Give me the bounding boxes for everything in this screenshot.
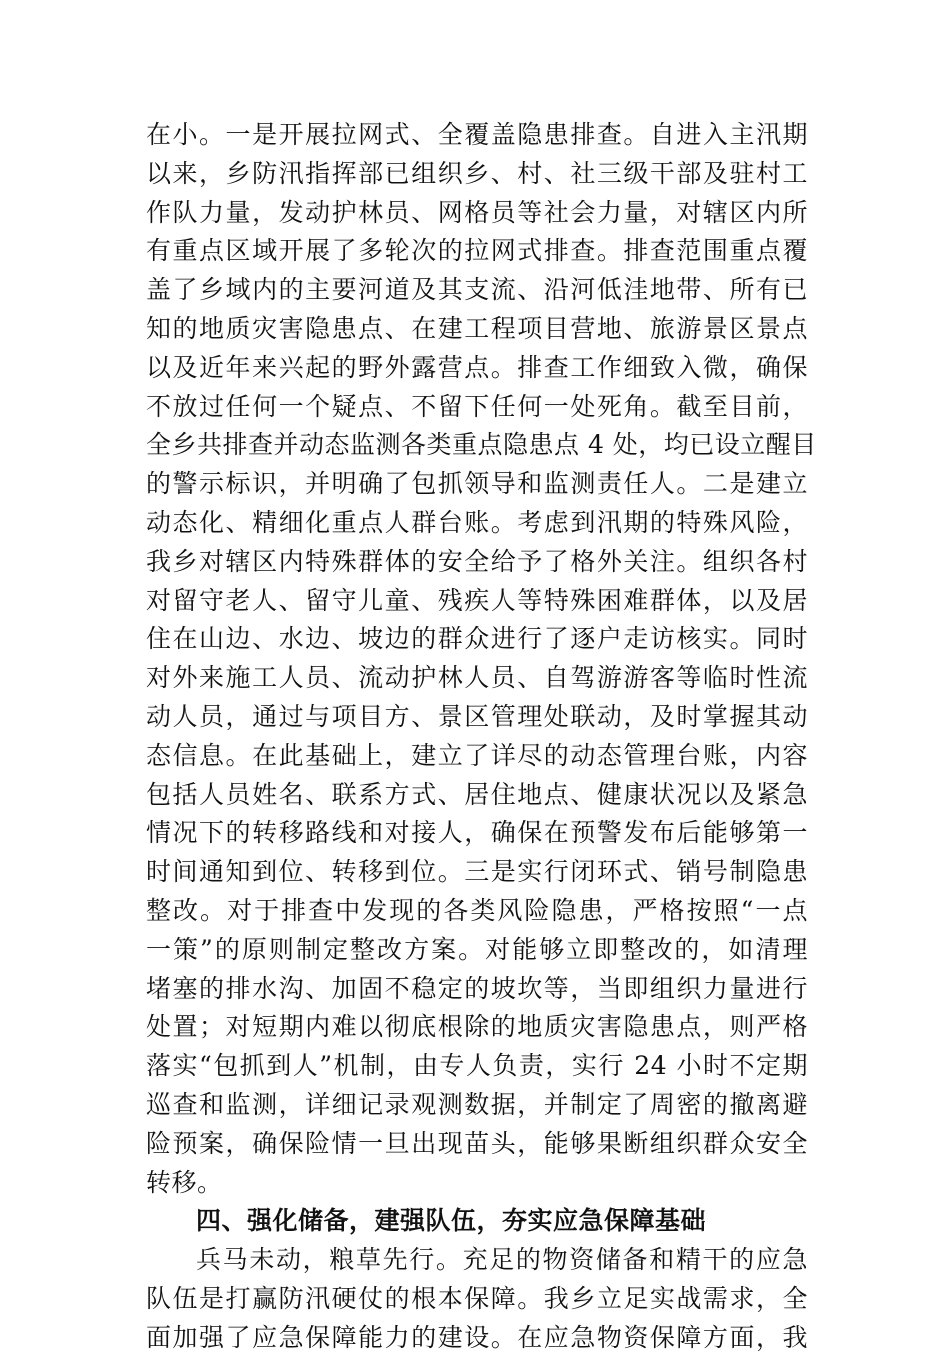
text-line: 住在山边、水边、坡边的群众进行了逐户走访核实。同时 <box>146 624 808 654</box>
text-line: 在小。一是开展拉网式、全覆盖隐患排查。自进入主汛期 <box>146 120 808 149</box>
text-line: 一策”的原则制定整改方案。对能够立即整改的，如清理 <box>146 934 808 964</box>
text-line: 包括人员姓名、联系方式、居住地点、健康状况以及紧急 <box>146 779 808 809</box>
text-line: 不放过任何一个疑点、不留下任何一处死角。截至目前， <box>146 391 808 421</box>
text-line: 有重点区域开展了多轮次的拉网式排查。排查范围重点覆 <box>146 236 808 266</box>
text-line: 以来，乡防汛指挥部已组织乡、村、社三级干部及驻村工 <box>146 158 808 188</box>
text-line: 动人员，通过与项目方、景区管理处联动，及时掌握其动 <box>146 701 808 731</box>
text-line: 对外来施工人员、流动护林人员、自驾游游客等临时性流 <box>146 663 808 693</box>
text-line: 堵塞的排水沟、加固不稳定的坡坎等，当即组织力量进行 <box>146 973 808 1003</box>
document-body <box>146 116 817 1358</box>
text-line: 盖了乡域内的主要河道及其支流、沿河低洼地带、所有已 <box>146 275 808 305</box>
text-line: 作队力量，发动护林员、网格员等社会力量，对辖区内所 <box>146 197 808 227</box>
text-line: 的警示标识，并明确了包抓领导和监测责任人。二是建立 <box>146 469 808 499</box>
section-heading: 四、强化储备，建强队伍，夯实应急保障基础 <box>196 1206 707 1236</box>
text-line: 以及近年来兴起的野外露营点。排查工作细致入微，确保 <box>146 352 808 382</box>
text-line: 处置；对短期内难以彻底根除的地质灾害隐患点，则严格 <box>146 1012 808 1042</box>
text-line: 时间通知到位、转移到位。三是实行闭环式、销号制隐患 <box>146 857 808 887</box>
text-line: 知的地质灾害隐患点、在建工程项目营地、旅游景区景点 <box>146 313 808 343</box>
text-line: 对留守老人、留守儿童、残疾人等特殊困难群体，以及居 <box>146 585 808 615</box>
text-line: 巡查和监测，详细记录观测数据，并制定了周密的撤离避 <box>146 1089 808 1119</box>
text-line: 转移。 <box>146 1167 223 1197</box>
paragraph-emergency-support <box>146 1241 808 1357</box>
text-line: 情况下的转移路线和对接人，确保在预警发布后能够第一 <box>146 818 808 848</box>
text-line: 动态化、精细化重点人群台账。考虑到汛期的特殊风险， <box>146 507 808 537</box>
text-line: 兵马未动，粮草先行。充足的物资储备和精干的应急 <box>196 1245 808 1275</box>
text-line: 我乡对辖区内特殊群体的安全给予了格外关注。组织各村 <box>146 546 808 576</box>
text-line: 队伍是打赢防汛硬仗的根本保障。我乡立足实战需求，全 <box>146 1283 808 1313</box>
text-line: 态信息。在此基础上，建立了详尽的动态管理台账，内容 <box>146 740 808 770</box>
text-line: 险预案，确保险情一旦出现苗头，能够果断组织群众安全 <box>146 1128 808 1158</box>
paragraph-hazard-inspection <box>146 116 817 1202</box>
text-line: 面加强了应急保障能力的建设。在应急物资保障方面，我 <box>146 1322 808 1352</box>
text-line: 整改。对于排查中发现的各类风险隐患，严格按照“一点 <box>146 895 808 925</box>
text-line: 全乡共排查并动态监测各类重点隐患点 4 处，均已设立醒目 <box>146 430 817 460</box>
text-line: 落实“包抓到人”机制，由专人负责，实行 24 小时不定期 <box>146 1051 808 1081</box>
